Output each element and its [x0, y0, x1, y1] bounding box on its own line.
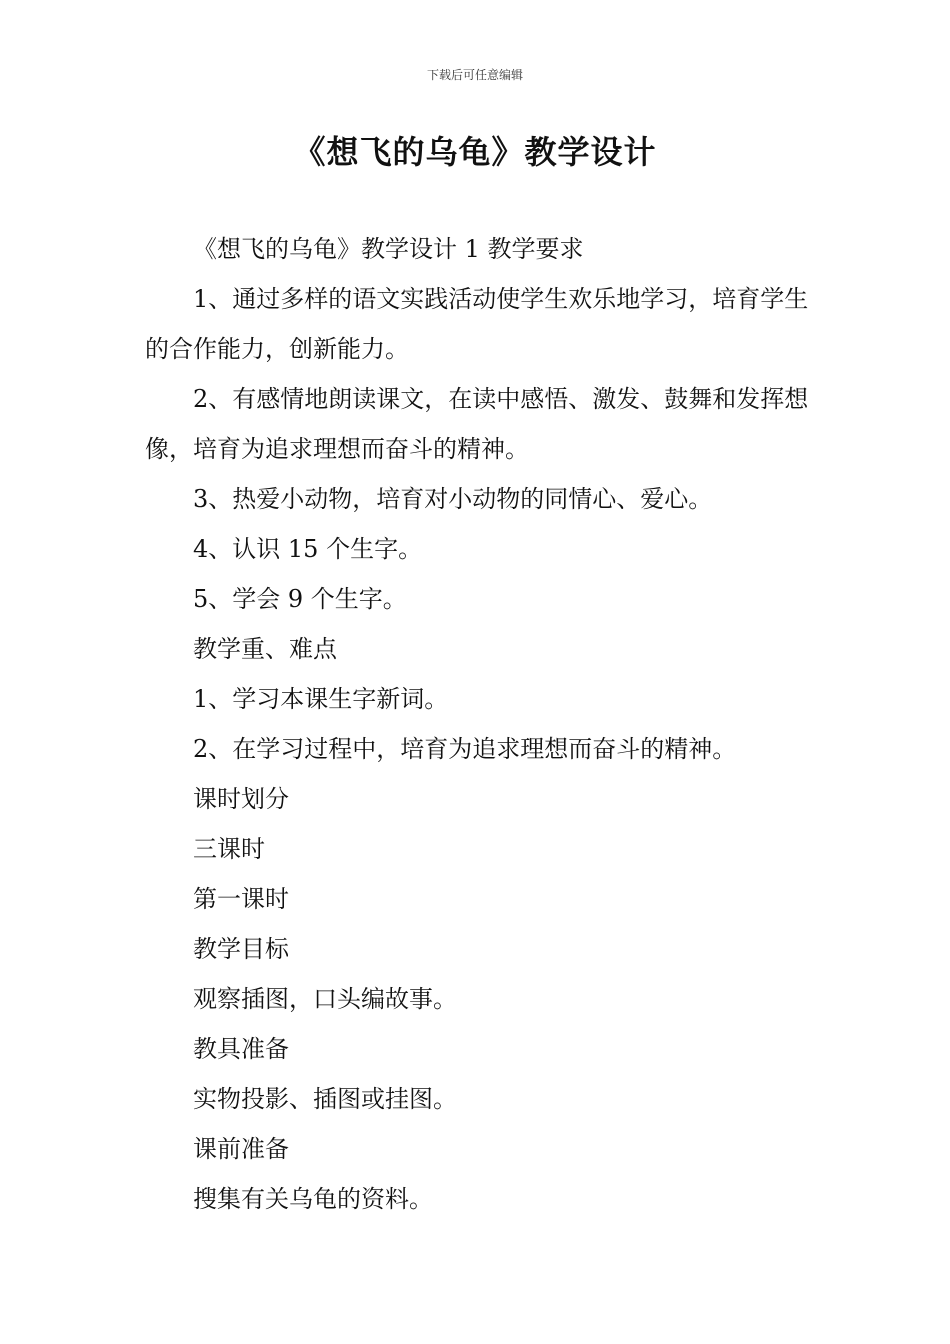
paragraph-goal-1: 1、通过多样的语文实践活动使学生欢乐地学习，培育学生的合作能力，创新能力。 [145, 285, 809, 363]
paragraph-objectives: 观察插图，口头编故事。 [193, 985, 457, 1013]
paragraph-key-point-1: 1、学习本课生字新词。 [193, 685, 449, 713]
paragraph-key-points-heading: 教学重、难点 [193, 635, 337, 663]
paragraph-goal-2: 2、有感情地朗读课文，在读中感悟、激发、鼓舞和发挥想像，培育为追求理想而奋斗的精神。 [145, 385, 809, 463]
paragraph-key-point-2: 2、在学习过程中，培育为追求理想而奋斗的精神。 [193, 735, 737, 763]
paragraph-first-lesson: 第一课时 [193, 885, 289, 913]
paragraph-teaching-aids: 实物投影、插图或挂图。 [193, 1085, 457, 1113]
paragraph-preparation: 搜集有关乌龟的资料。 [193, 1185, 433, 1213]
paragraph-goal-3: 3、热爱小动物，培育对小动物的同情心、爱心。 [193, 485, 713, 513]
paragraph-preparation-heading: 课前准备 [193, 1135, 289, 1163]
paragraph-lesson-count: 三课时 [193, 835, 265, 863]
document-body [145, 224, 810, 1224]
paragraph-section-heading: 《想飞的乌龟》教学设计 1 教学要求 [193, 235, 584, 263]
page-header-note: 下载后可任意编辑 [426, 68, 523, 82]
paragraph-objectives-heading: 教学目标 [193, 935, 289, 963]
paragraph-goal-4: 4、认识 15 个生字。 [193, 535, 423, 563]
document-title: 《想飞的乌龟》教学设计 [293, 133, 657, 171]
paragraph-lesson-division-heading: 课时划分 [193, 785, 289, 813]
paragraph-goal-5: 5、学会 9 个生字。 [193, 585, 407, 613]
paragraph-teaching-aids-heading: 教具准备 [193, 1035, 289, 1063]
